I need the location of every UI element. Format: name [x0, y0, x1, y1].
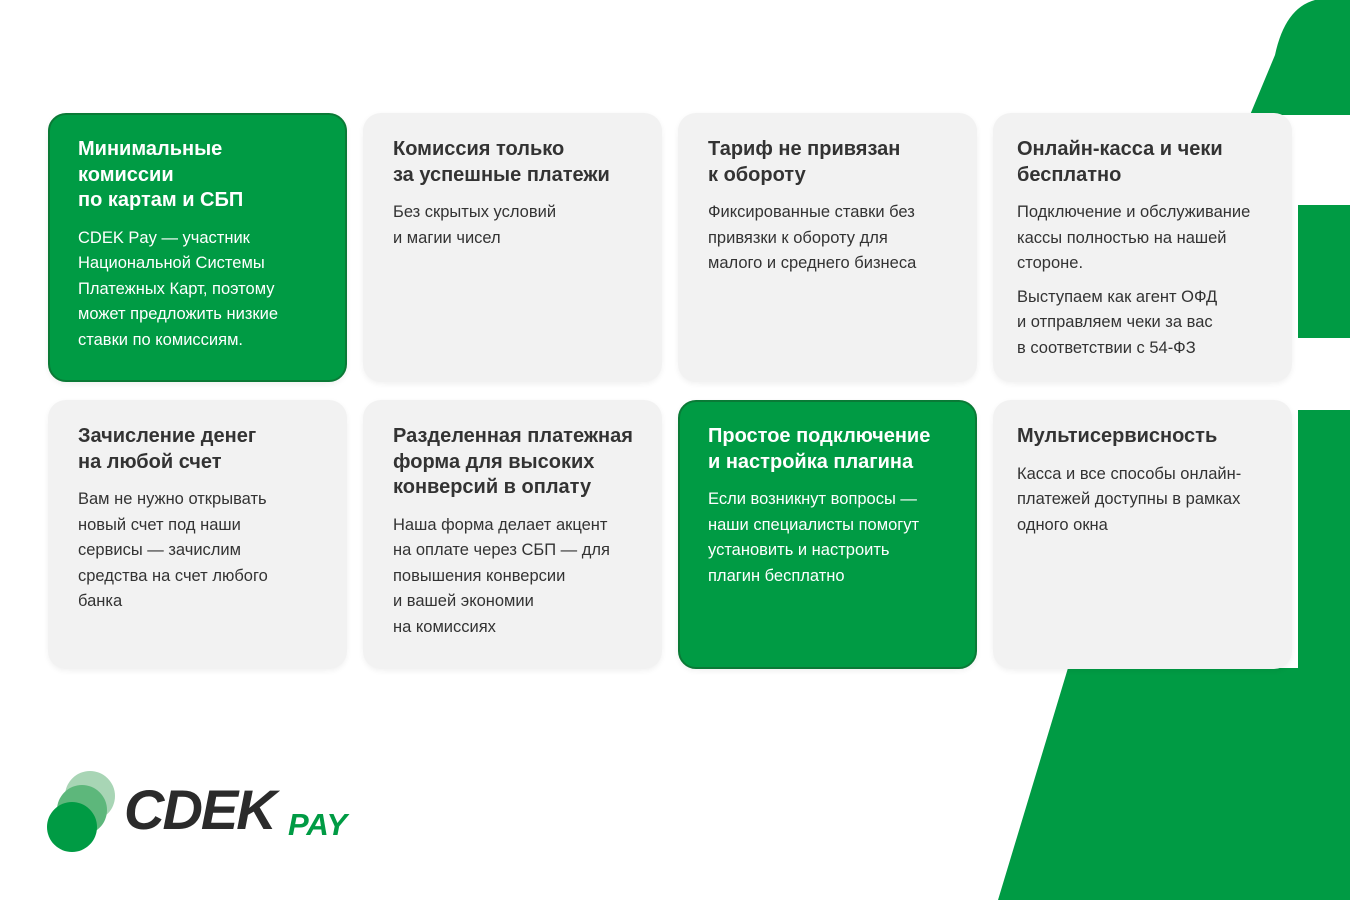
- feature-card-online-kassa: [993, 113, 1292, 382]
- feature-card-any-account: [48, 400, 347, 669]
- feature-title: Зачисление денег на любой счет: [78, 425, 257, 473]
- feature-text-secondary: Выступаем как агент ОФД и отправляем чеки за вас в соответствии с 54-ФЗ: [1017, 287, 1218, 357]
- feature-title: Тариф не привязан к обороту: [708, 138, 901, 186]
- feature-text: Фиксированные ставки без привязки к обороту для малого и среднего бизнеса: [708, 203, 917, 272]
- features-grid: [48, 113, 1298, 669]
- feature-text: Касса и все способы онлайн- платежей доступны в рамках одного окна: [1017, 464, 1242, 534]
- feature-text: Наша форма делает акцент на оплате через СБП — для повышения конверсии и вашей экономии на комиссиях: [393, 515, 610, 636]
- feature-text: Если возникнут вопросы — наши специалисты помогут установить и настроить плагин бесплатно: [708, 490, 920, 585]
- feature-card-plugin-setup: [678, 400, 977, 669]
- logo-circles-icon: [46, 770, 118, 854]
- feature-text: Вам не нужно открывать новый счет под наши сервисы — зачислим средства на счет любого банка: [78, 490, 268, 610]
- feature-title: Мультисервисность: [1017, 425, 1218, 447]
- feature-card-min-commission: [48, 113, 347, 382]
- feature-title: Комиссия только за успешные платежи: [393, 138, 610, 186]
- feature-card-split-form: [363, 400, 662, 669]
- feature-title: Минимальные комиссии по картам и СБП: [78, 138, 244, 211]
- feature-card-tariff: [678, 113, 977, 382]
- feature-card-success-only: [363, 113, 662, 382]
- cdek-pay-logo: [46, 770, 366, 860]
- feature-card-multiservice: [993, 400, 1292, 669]
- logo-pay-text: PAY: [288, 807, 348, 842]
- feature-text: Без скрытых условий и магии чисел: [393, 203, 557, 247]
- logo-wordmark: CDEK: [124, 778, 275, 841]
- feature-title: Простое подключение и настройка плагина: [708, 425, 931, 473]
- feature-text: CDEK Pay — участник Национальной Системы Платежных Карт, поэтому может предложить низкие ставки по комиссиям.: [78, 228, 278, 349]
- feature-title: Разделенная платежная форма для высоких конверсий в оплату: [393, 425, 633, 498]
- feature-text: Подключение и обслуживание кассы полностью на нашей стороне.: [1017, 203, 1251, 272]
- feature-title: Онлайн-касса и чеки бесплатно: [1017, 138, 1223, 186]
